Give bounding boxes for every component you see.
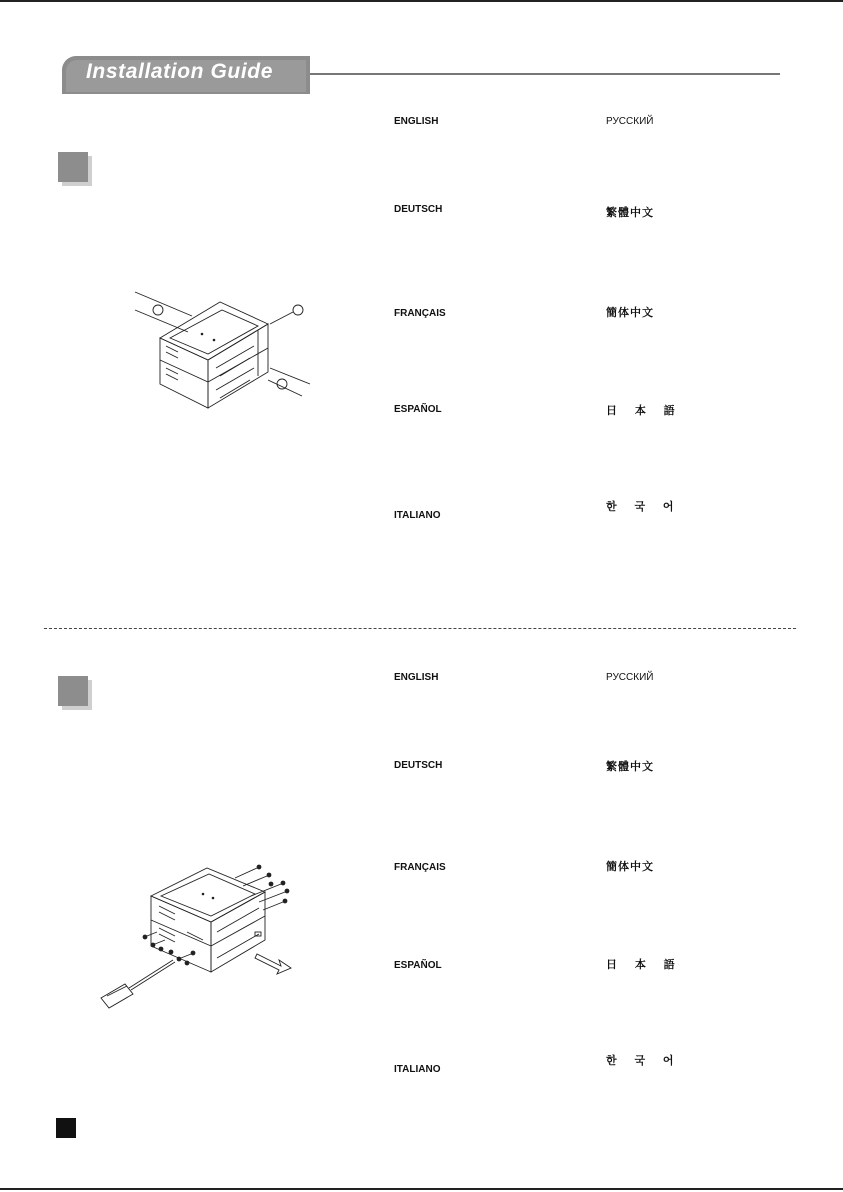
lang-label-english: ENGLISH: [394, 116, 439, 127]
lang-label-deutsch: DEUTSCH: [394, 204, 443, 215]
header-rule: [300, 73, 780, 75]
lang-label-italiano: ITALIANO: [394, 1064, 441, 1075]
lang-label-simplified-chinese: 簡体中文: [606, 306, 654, 319]
lang-label-russian: РУССКИЙ: [606, 116, 654, 127]
bottom-border: [0, 1188, 843, 1190]
drive-cage-rails-illustration: [130, 280, 320, 410]
lang-label-espanol: ESPAÑOL: [394, 404, 442, 415]
lang-label-korean: 한 국 어: [606, 500, 681, 513]
lang-label-traditional-chinese: 繁體中文: [606, 206, 654, 219]
step-1-marker: [58, 152, 88, 182]
lang-label-espanol: ESPAÑOL: [394, 960, 442, 971]
drive-screw-installation-illustration: [95, 862, 305, 1014]
lang-label-francais: FRANÇAIS: [394, 308, 446, 319]
lang-label-japanese: 日 本 語: [606, 404, 682, 417]
lang-label-korean: 한 국 어: [606, 1054, 681, 1067]
page-title: Installation Guide: [86, 60, 273, 83]
lang-label-francais: FRANÇAIS: [394, 862, 446, 873]
page-marker: [56, 1118, 76, 1138]
step-2-marker: [58, 676, 88, 706]
lang-label-japanese: 日 本 語: [606, 958, 682, 971]
lang-label-russian: РУССКИЙ: [606, 672, 654, 683]
lang-label-simplified-chinese: 簡体中文: [606, 860, 654, 873]
section-divider: [44, 628, 796, 629]
top-border: [0, 0, 843, 2]
lang-label-traditional-chinese: 繁體中文: [606, 760, 654, 773]
lang-label-italiano: ITALIANO: [394, 510, 441, 521]
lang-label-english: ENGLISH: [394, 672, 439, 683]
lang-label-deutsch: DEUTSCH: [394, 760, 443, 771]
